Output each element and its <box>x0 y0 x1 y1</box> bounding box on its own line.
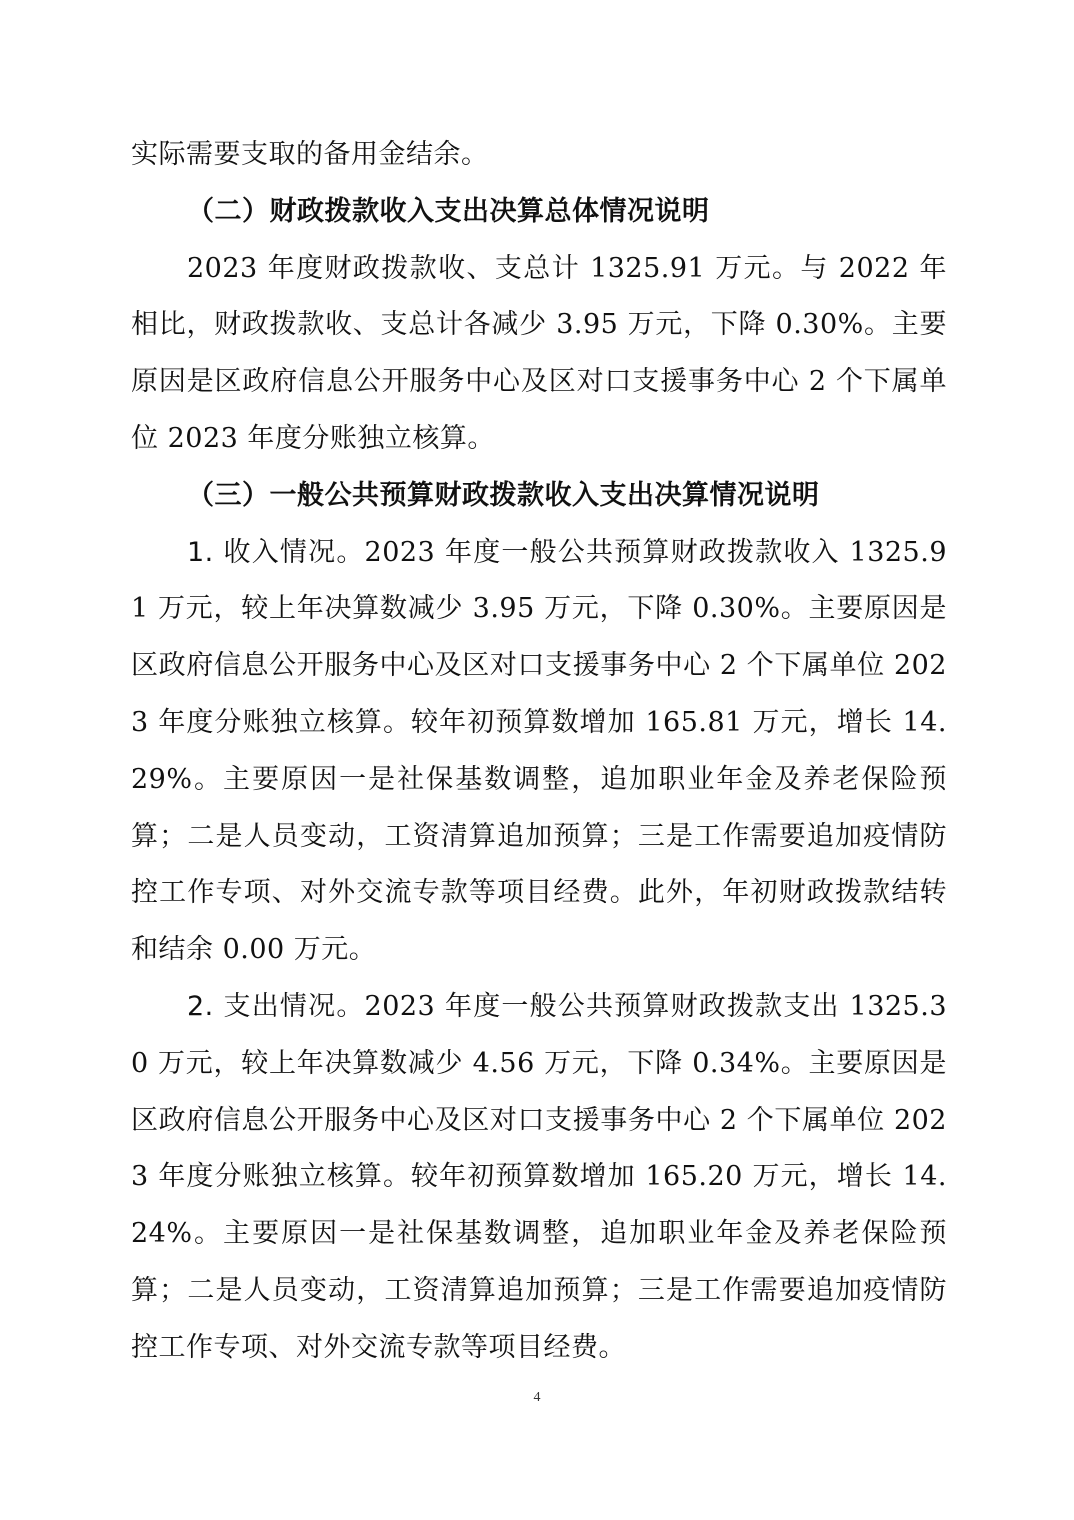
section-heading-3: （三）一般公共预算财政拨款收入支出决算情况说明 <box>187 479 820 511</box>
page-number: 4 <box>533 1390 541 1405</box>
paragraph-expenditure <box>131 979 947 1377</box>
document-body <box>131 127 947 1377</box>
expenditure-lead: 2. 支出情况。 <box>187 990 365 1022</box>
section-heading-2: （二）财政拨款收入支出决算总体情况说明 <box>187 195 710 227</box>
paragraph-continuation: 实际需要支取的备用金结余。 <box>131 139 489 170</box>
expenditure-body: 2023 年度一般公共预算财政拨款支出 1325.30 万元，较上年决算数减少 4.56 万元，下降 0.34%。主要原因是区政府信息公开服务中心及区对口支援事务中心 2 个下属单位 2023 年度分账独立核算。较年初预算数增加 165.20 万元，增长 14.24%。主要原因一是社保基数调整，追加职业年金及养老保险预算；二是人员变动，工资清算追加预算；三是工作需要追加疫情防控工作专项、对外交流专款等项目经费。 <box>131 990 947 1363</box>
paragraph-total-overview: 2023 年度财政拨款收、支总计 1325.91 万元。与 2022 年相比，财政拨款收、支总计各减少 3.95 万元，下降 0.30%。主要原因是区政府信息公开服务中心及区对口支援事务中心 2 个下属单位 2023 年度分账独立核算。 <box>131 252 947 454</box>
income-body: 2023 年度一般公共预算财政拨款收入 1325.91 万元，较上年决算数减少 3.95 万元，下降 0.30%。主要原因是区政府信息公开服务中心及区对口支援事务中心 2 个下属单位 2023 年度分账独立核算。较年初预算数增加 165.81 万元，增长 14.29%。主要原因一是社保基数调整，追加职业年金及养老保险预算；二是人员变动，工资清算追加预算；三是工作需要追加疫情防控工作专项、对外交流专款等项目经费。此外，年初财政拨款结转和结余 0.00 万元。 <box>131 536 947 966</box>
income-lead: 1. 收入情况。 <box>187 536 365 568</box>
paragraph-income <box>131 525 947 979</box>
